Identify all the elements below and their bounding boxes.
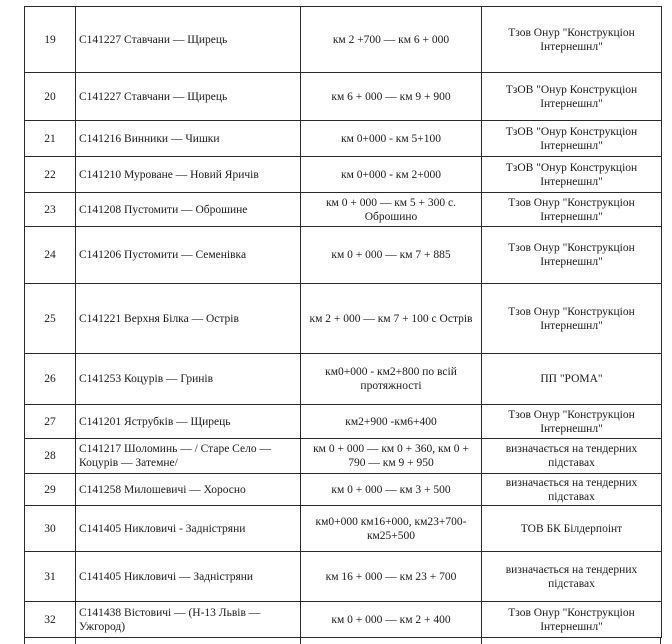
divider [24, 638, 25, 644]
divider [75, 638, 76, 644]
row-number: 30 [25, 506, 76, 552]
row-number: 26 [25, 354, 76, 405]
table-row [25, 506, 662, 552]
table-row [25, 405, 662, 439]
road-name: С141227 Ставчани — Щирець [76, 7, 301, 73]
km-range: км 2 +700 — км 6 + 000 [301, 7, 482, 73]
road-name: С141206 Пустомити — Семенівка [76, 227, 301, 284]
row-number: 27 [25, 405, 76, 439]
table-row [25, 227, 662, 284]
table-row [25, 7, 662, 73]
km-range: км 0 + 000 — км 7 + 885 [301, 227, 482, 284]
contractor: Тзов Онур "Конструкціон Інтернешнл" [482, 227, 662, 284]
table-row [25, 602, 662, 638]
contractor: Тзов Онур "Конструкціон Інтернешнл" [482, 602, 662, 638]
km-range: км0+000 - км2+800 по всій протяжності [301, 354, 482, 405]
row-number: 24 [25, 227, 76, 284]
km-range: км0+000 км16+000, км23+700-км25+500 [301, 506, 482, 552]
table-row [25, 73, 662, 121]
table-row [25, 284, 662, 354]
road-name: С141405 Никловичі — Задністряни [76, 552, 301, 602]
row-number: 29 [25, 474, 76, 506]
km-range: км2+900 -км6+400 [301, 405, 482, 439]
contractor: Тзов Онур "Конструкціон Інтернешнл" [482, 284, 662, 354]
contractor: визначається на тендерних підставах [482, 474, 662, 506]
km-range: км 0 + 000 — км 2 + 400 [301, 602, 482, 638]
km-range: км 16 + 000 — км 23 + 700 [301, 552, 482, 602]
table-row [25, 193, 662, 227]
km-range: км 6 + 000 — км 9 + 900 [301, 73, 482, 121]
contractor: ТзОВ "Онур Конструкціон Інтернешнл" [482, 121, 662, 157]
divider [481, 638, 482, 644]
km-range: км 0 + 000 — км 5 + 300 с. Оброшино [301, 193, 482, 227]
contractor: Тзов Онур "Конструкціон Інтернешнл" [482, 7, 662, 73]
road-name: С141405 Никловичі - Задністряни [76, 506, 301, 552]
contractor: Тзов Онур "Конструкціон Інтернешнл" [482, 193, 662, 227]
table-row [25, 439, 662, 474]
row-number: 19 [25, 7, 76, 73]
road-name: С141217 Шоломинь — / Старе Село — Коцурів — Затемне/ [76, 439, 301, 474]
row-number: 20 [25, 73, 76, 121]
row-number: 25 [25, 284, 76, 354]
km-range: км 0 + 000 — км 3 + 500 [301, 474, 482, 506]
row-number: 23 [25, 193, 76, 227]
km-range: км 0 + 000 — км 0 + 360, км 0 + 790 — км 9 + 950 [301, 439, 482, 474]
roads-table [24, 6, 662, 638]
contractor: визначається на тендерних підставах [482, 439, 662, 474]
contractor: Тзов Онур "Конструкціон Інтернешнл" [482, 405, 662, 439]
table-row [25, 121, 662, 157]
contractor: ТОВ БК Білдерпоінт [482, 506, 662, 552]
table-row [25, 354, 662, 405]
road-name: С141253 Коцурів — Гринів [76, 354, 301, 405]
divider [300, 638, 301, 644]
road-name: С141201 Яструбків — Щирець [76, 405, 301, 439]
row-number: 32 [25, 602, 76, 638]
row-number: 31 [25, 552, 76, 602]
road-name: С141216 Винники — Чишки [76, 121, 301, 157]
km-range: км 0+000 - км 5+100 [301, 121, 482, 157]
contractor: ПП "РОМА" [482, 354, 662, 405]
km-range: км 2 + 000 — км 7 + 100 с Острів [301, 284, 482, 354]
road-name: С141258 Милошевичі — Хоросно [76, 474, 301, 506]
row-number: 21 [25, 121, 76, 157]
road-name: С141438 Вістовичі — (Н-13 Львів — Ужгород) [76, 602, 301, 638]
table-row [25, 474, 662, 506]
row-number: 28 [25, 439, 76, 474]
road-name: С141227 Ставчани — Щирець [76, 73, 301, 121]
table-row [25, 552, 662, 602]
contractor: визначається на тендерних підставах [482, 552, 662, 602]
km-range: км 0+000 - км 2+000 [301, 157, 482, 193]
contractor: ТзОВ "Онур Конструкціон Інтернешнл" [482, 157, 662, 193]
divider [660, 638, 661, 644]
table-row [25, 157, 662, 193]
road-name: С141210 Муроване — Новий Яричів [76, 157, 301, 193]
row-number: 22 [25, 157, 76, 193]
road-name: С141208 Пустомити — Оброшине [76, 193, 301, 227]
contractor: ТзОВ "Онур Конструкціон Інтернешнл" [482, 73, 662, 121]
road-name: С141221 Верхня Білка — Острів [76, 284, 301, 354]
